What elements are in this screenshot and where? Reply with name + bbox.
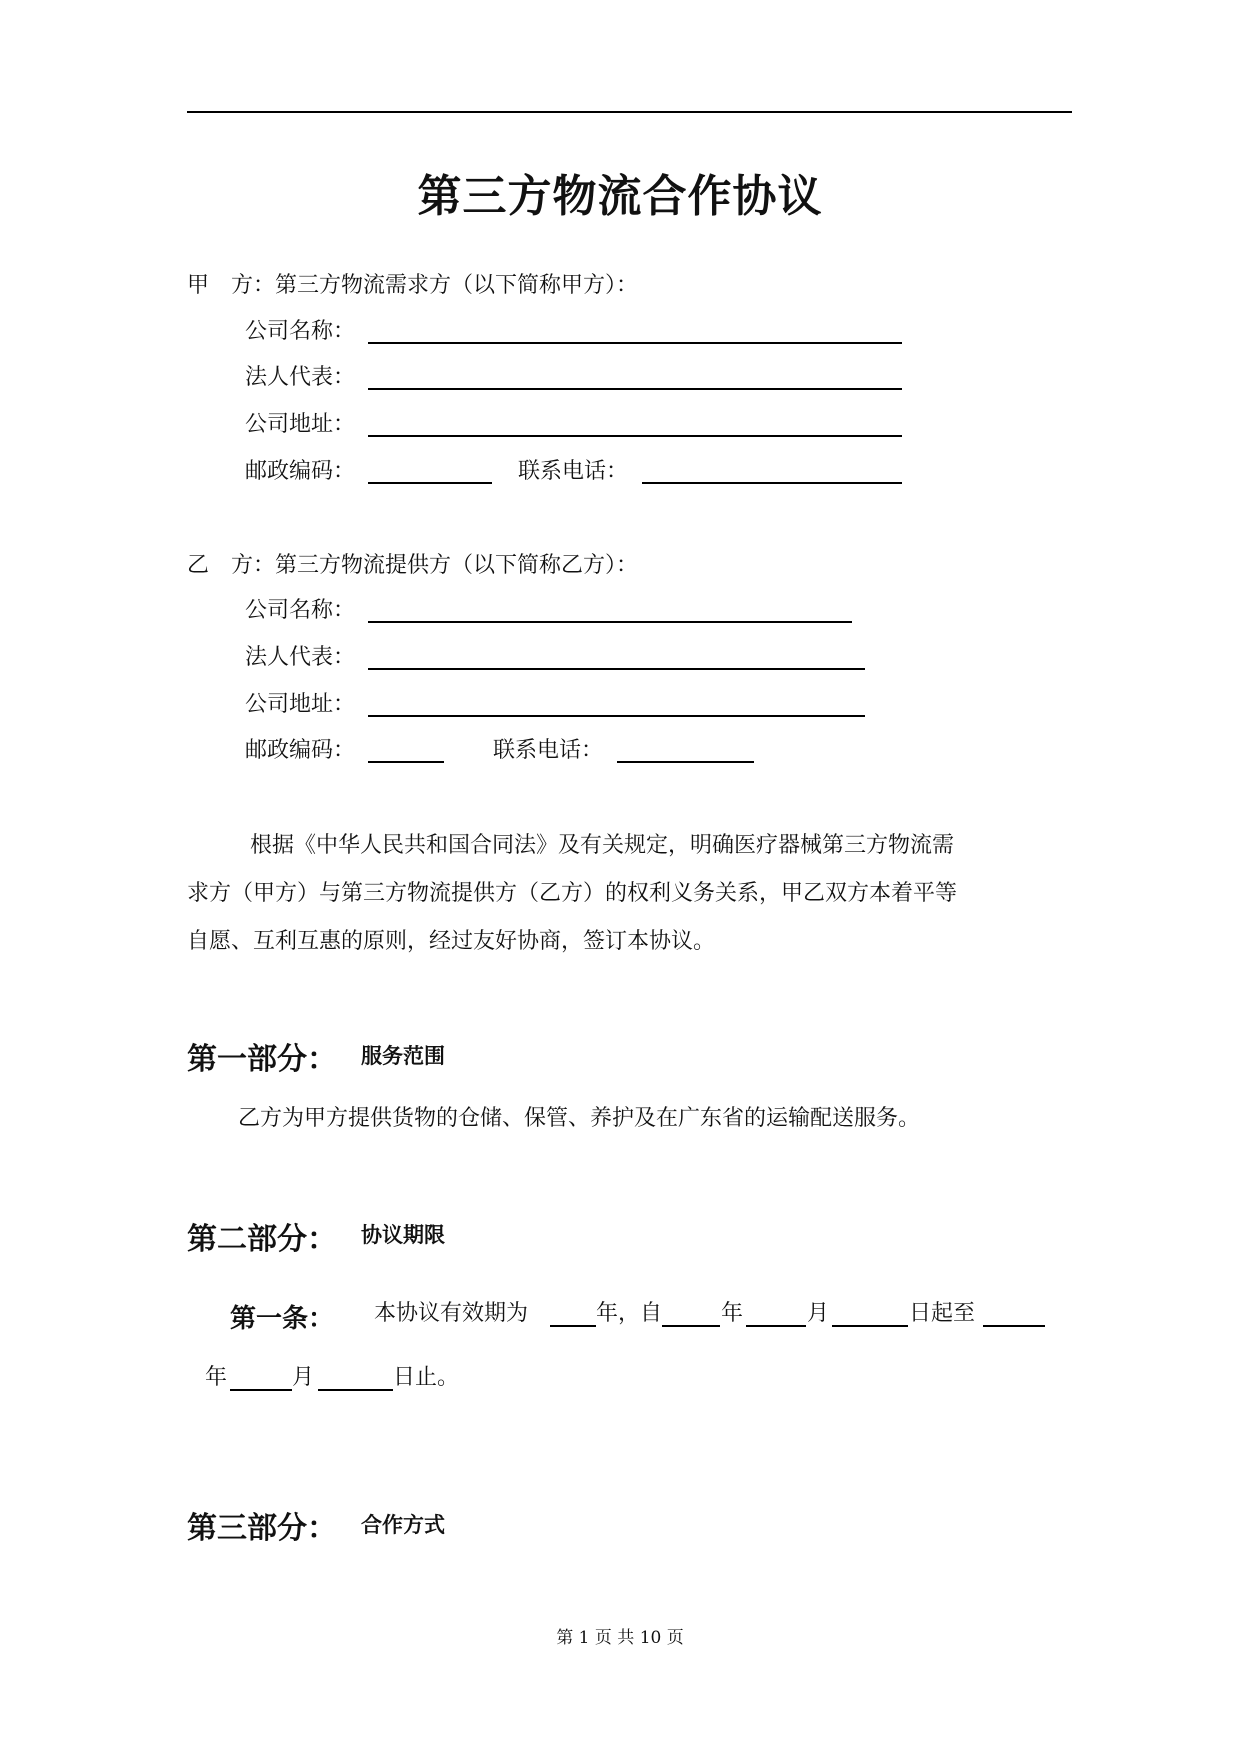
header-rule — [187, 111, 1072, 113]
party-b-legal-rep-label: 法人代表： — [245, 645, 356, 670]
article-1-text-8: 日止。 — [393, 1365, 460, 1390]
party-a-phone-field[interactable] — [642, 482, 902, 484]
party-a-phone-label: 联系电话： — [518, 459, 629, 484]
part-1-heading: 第一部分： — [187, 1042, 337, 1077]
start-day-field[interactable] — [832, 1325, 908, 1327]
part-3-heading: 第三部分： — [187, 1511, 337, 1546]
party-a-heading: 甲 方：第三方物流需求方（以下简称甲方）： — [187, 273, 639, 298]
party-a-company-name-label: 公司名称： — [245, 319, 356, 344]
party-b-address-field[interactable] — [368, 715, 865, 717]
party-b-phone-field[interactable] — [617, 761, 754, 763]
party-b-phone-label: 联系电话： — [493, 738, 604, 763]
preamble-line-1: 根据《中华人民共和国合同法》及有关规定，明确医疗器械第三方物流需 — [250, 833, 955, 858]
article-1-text-5: 日起至 — [909, 1301, 976, 1326]
page-number: 第 1 页 共 10 页 — [556, 1628, 684, 1648]
start-month-field[interactable] — [746, 1325, 806, 1327]
party-a-address-label: 公司地址： — [245, 412, 356, 437]
party-b-postcode-field[interactable] — [368, 761, 444, 763]
article-1-text-3: 年 — [721, 1301, 744, 1326]
end-year-field-start[interactable] — [983, 1325, 1045, 1327]
preamble-line-2: 求方（甲方）与第三方物流提供方（乙方）的权利义务关系，甲乙双方本着平等 — [187, 881, 958, 906]
party-a-legal-rep-field[interactable] — [368, 388, 902, 390]
party-a-legal-rep-label: 法人代表： — [245, 365, 356, 390]
part-2-subheading: 协议期限 — [361, 1223, 445, 1247]
end-year-field[interactable] — [230, 1389, 292, 1391]
start-year-field[interactable] — [662, 1325, 720, 1327]
article-1-text-7: 月 — [292, 1365, 315, 1390]
party-b-address-label: 公司地址： — [245, 692, 356, 717]
party-b-company-name-field[interactable] — [368, 621, 852, 623]
party-b-postcode-label: 邮政编码： — [245, 738, 356, 763]
article-1-text-2: 年，自 — [596, 1301, 663, 1326]
party-a-company-name-field[interactable] — [368, 342, 902, 344]
document-title: 第三方物流合作协议 — [417, 171, 823, 222]
end-month-field[interactable] — [318, 1389, 393, 1391]
article-1-text-4: 月 — [807, 1301, 830, 1326]
party-b-legal-rep-field[interactable] — [368, 668, 865, 670]
article-1-text-6: 年 — [205, 1365, 228, 1390]
part-1-subheading: 服务范围 — [361, 1044, 445, 1068]
party-b-heading: 乙 方：第三方物流提供方（以下简称乙方）： — [187, 553, 639, 578]
term-years-field[interactable] — [550, 1325, 596, 1327]
part-2-heading: 第二部分： — [187, 1222, 337, 1257]
preamble-line-3: 自愿、互利互惠的原则，经过友好协商，签订本协议。 — [187, 929, 716, 954]
party-a-address-field[interactable] — [368, 435, 902, 437]
party-b-company-name-label: 公司名称： — [245, 598, 356, 623]
part-1-text: 乙方为甲方提供货物的仓储、保管、养护及在广东省的运输配送服务。 — [238, 1106, 921, 1131]
party-a-postcode-label: 邮政编码： — [245, 459, 356, 484]
article-1-text-1: 本协议有效期为 — [374, 1301, 529, 1326]
part-3-subheading: 合作方式 — [361, 1513, 445, 1537]
party-a-postcode-field[interactable] — [368, 482, 492, 484]
article-1-heading: 第一条： — [230, 1304, 335, 1334]
